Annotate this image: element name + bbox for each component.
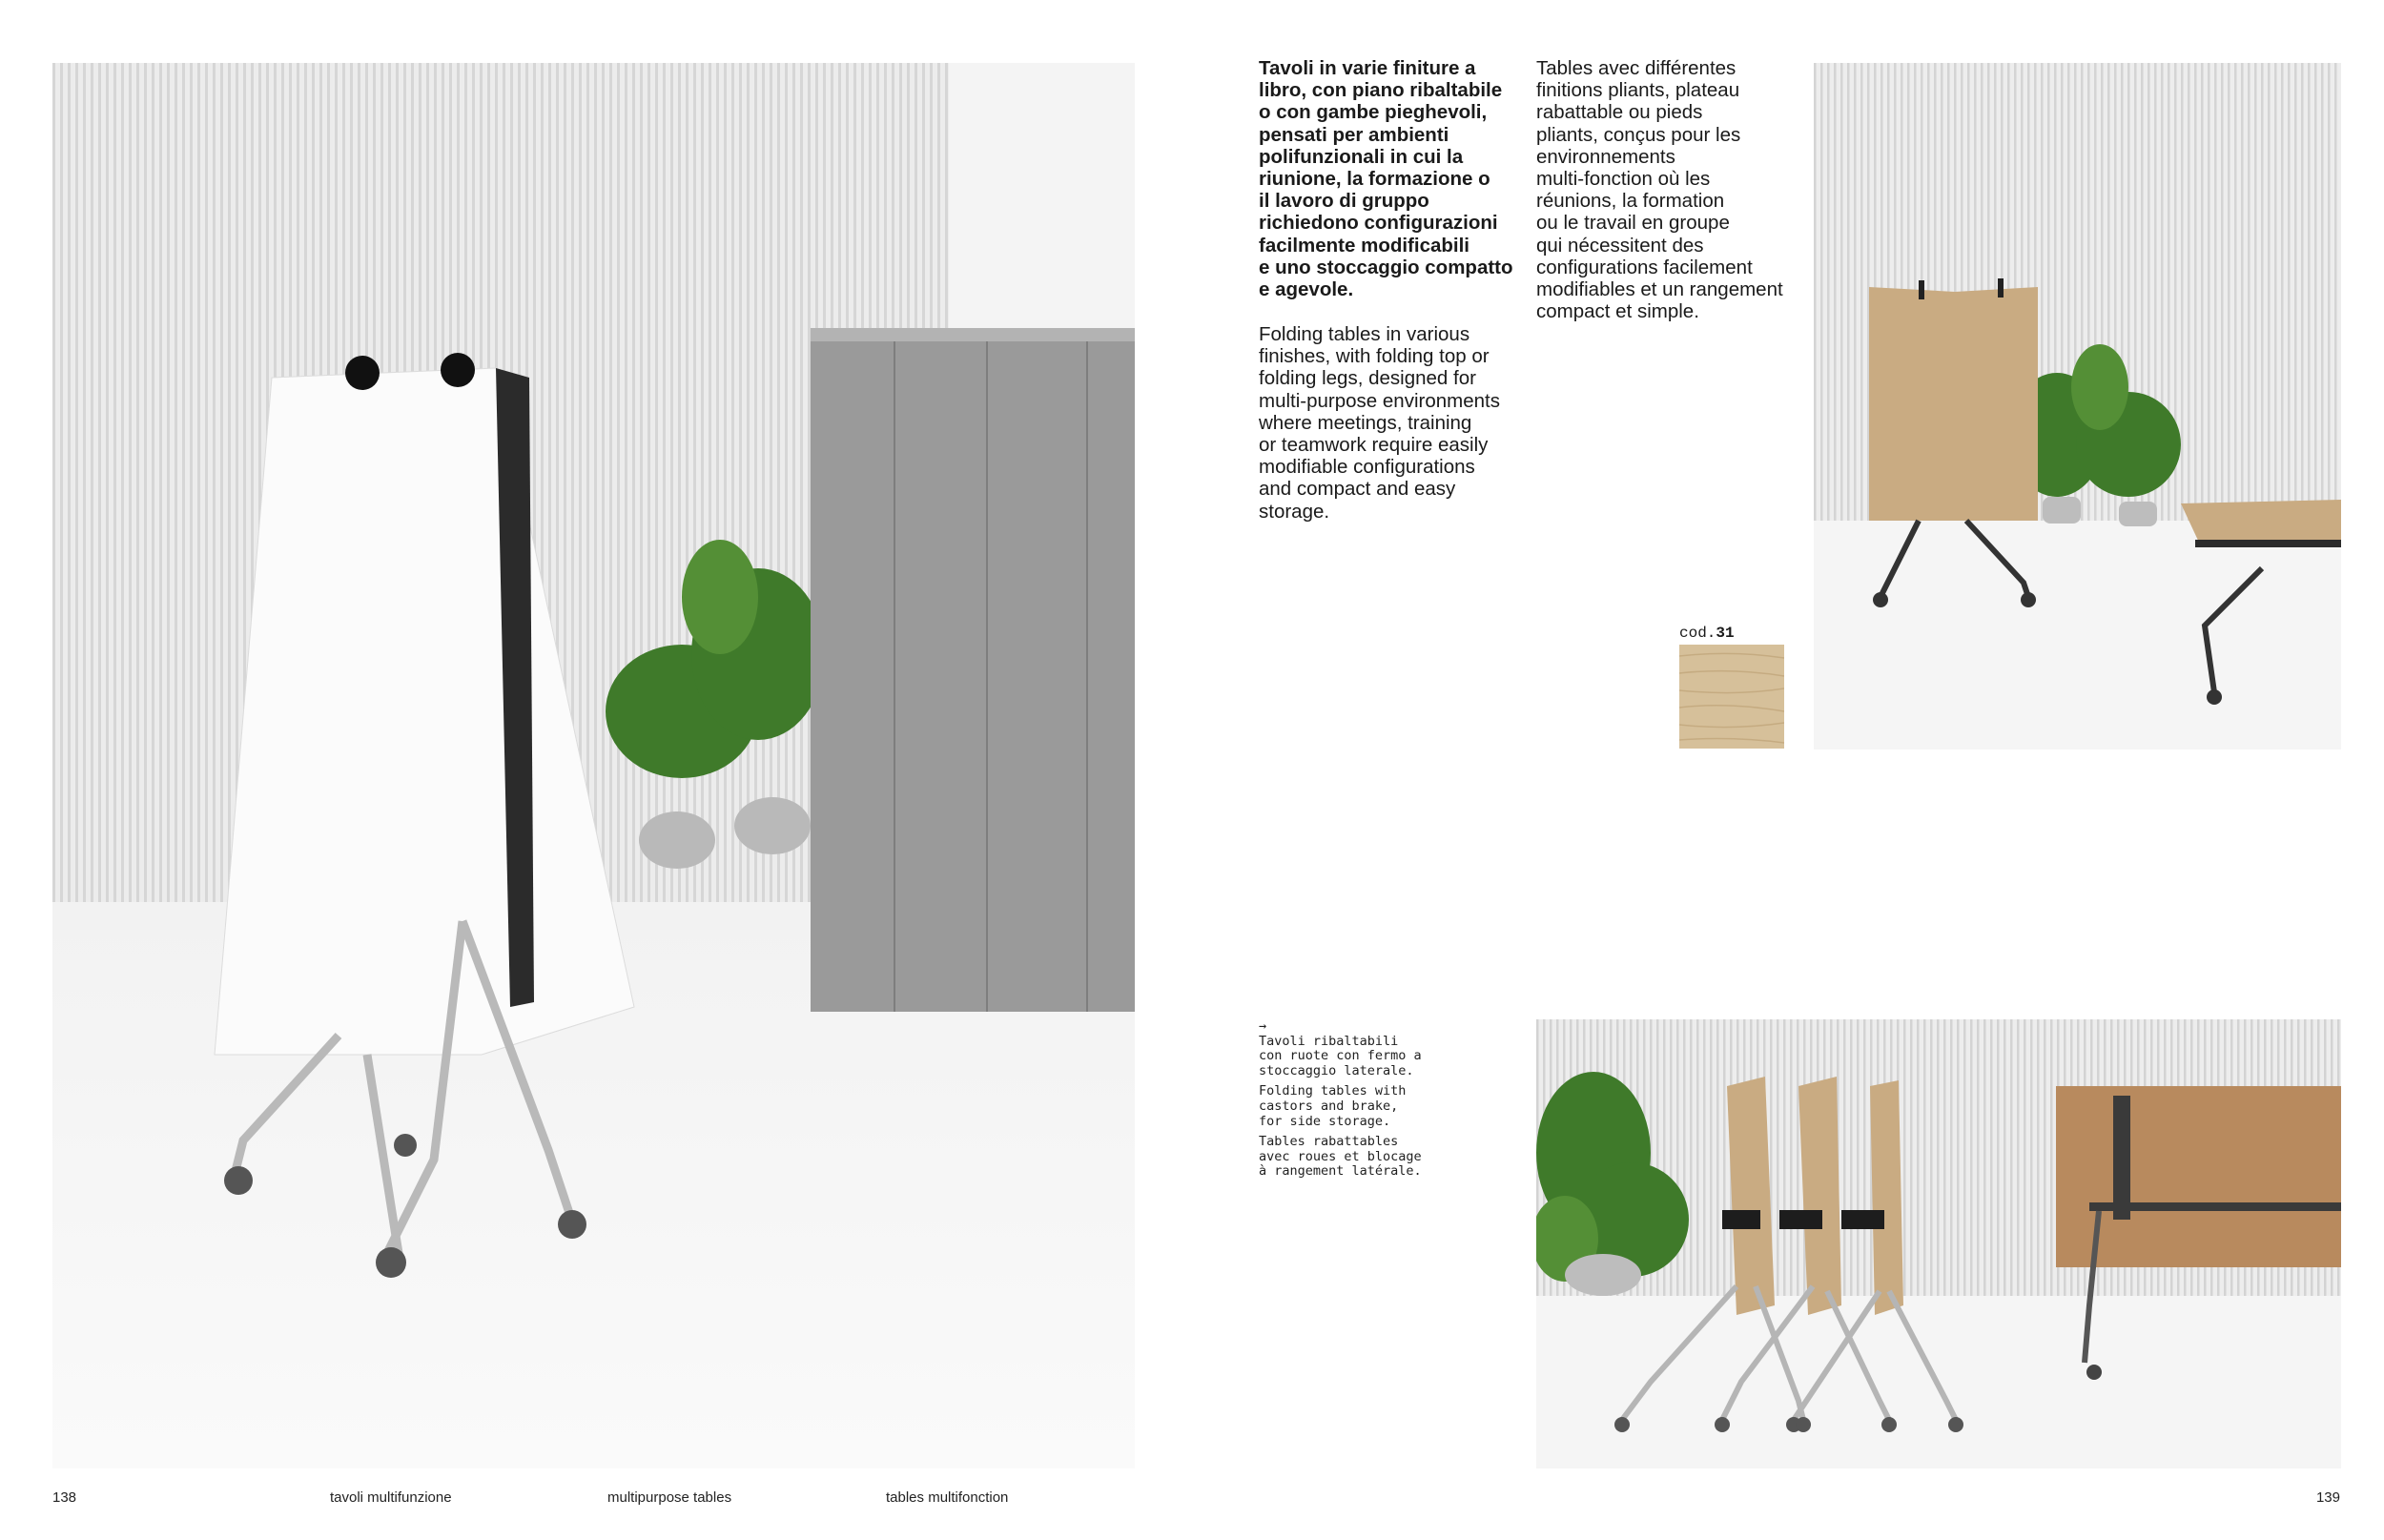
caption-english: Folding tables with castors and brake, for side storage. (1259, 1083, 1407, 1129)
photo-caption (1259, 1019, 1488, 1185)
footer-section-french: tables multifonction (886, 1489, 1009, 1506)
page-number-right: 139 (2315, 1489, 2340, 1506)
intro-fr-line: configurations facilement (1536, 256, 1753, 278)
intro-fr-line: qui nécessitent des (1536, 234, 1704, 257)
intro-it-line: e agevole. (1259, 278, 1354, 301)
intro-fr-line: Tables avec différentes (1536, 57, 1737, 79)
intro-it-line: richiedono configurazioni (1259, 212, 1498, 235)
product-photo-stacked-folding-tables (1536, 1019, 2341, 1468)
wood-finish-swatch (1679, 645, 1784, 749)
caption-italian: Tavoli ribaltabili con ruote con fermo a stoccaggio laterale. (1259, 1033, 1422, 1078)
intro-english (1259, 323, 1521, 523)
product-photo-wood-folding-table (1814, 63, 2341, 749)
intro-en-line: folding legs, designed for (1259, 367, 1476, 390)
intro-en-line: multi-purpose environments (1259, 389, 1500, 412)
swatch-code-number: 31 (1716, 625, 1735, 642)
intro-fr-line: pliants, conçus pour les (1536, 123, 1741, 146)
intro-en-line: finishes, with folding top or (1259, 345, 1490, 368)
product-photo-white-folding-table (52, 63, 1135, 1468)
intro-fr-line: finitions pliants, plateau (1536, 79, 1740, 102)
intro-fr-line: modifiables et un rangement (1536, 278, 1783, 301)
intro-en-line: Folding tables in various (1259, 323, 1470, 345)
intro-fr-line: environnements (1536, 145, 1675, 168)
intro-fr-line: réunions, la formation (1536, 190, 1725, 213)
footer-section-english: multipurpose tables (607, 1489, 732, 1506)
intro-it-line: e uno stoccaggio compatto (1259, 256, 1513, 278)
intro-it-line: facilmente modificabili (1259, 234, 1469, 257)
intro-en-line: or teamwork require easily (1259, 434, 1489, 457)
intro-fr-line: multi-fonction où les (1536, 168, 1711, 191)
intro-en-line: storage. (1259, 500, 1330, 523)
swatch-code-prefix: cod. (1679, 625, 1716, 642)
intro-it-line: polifunzionali in cui la (1259, 145, 1464, 168)
caption-french: Tables rabattables avec roues et blocage à rangement latérale. (1259, 1134, 1422, 1180)
caption-arrow: → (1259, 1018, 1267, 1034)
intro-italian (1259, 57, 1516, 300)
footer-section-italian: tavoli multifunzione (330, 1489, 452, 1506)
intro-it-line: riunione, la formazione o (1259, 168, 1490, 191)
intro-it-line: libro, con piano ribaltabile (1259, 79, 1503, 102)
intro-french (1536, 57, 1798, 322)
intro-it-line: o con gambe pieghevoli, (1259, 101, 1488, 124)
page-number-left: 138 (52, 1489, 77, 1506)
intro-fr-line: compact et simple. (1536, 300, 1699, 323)
intro-it-line: pensati per ambienti (1259, 123, 1449, 146)
intro-it-line: Tavoli in varie finiture a (1259, 57, 1476, 79)
intro-it-line: il lavoro di gruppo (1259, 190, 1429, 213)
intro-fr-line: rabattable ou pieds (1536, 101, 1703, 124)
intro-en-line: modifiable configurations (1259, 456, 1475, 479)
intro-fr-line: ou le travail en groupe (1536, 212, 1730, 235)
intro-en-line: where meetings, training (1259, 411, 1472, 434)
intro-en-line: and compact and easy (1259, 478, 1456, 501)
swatch-code (1679, 625, 1735, 642)
